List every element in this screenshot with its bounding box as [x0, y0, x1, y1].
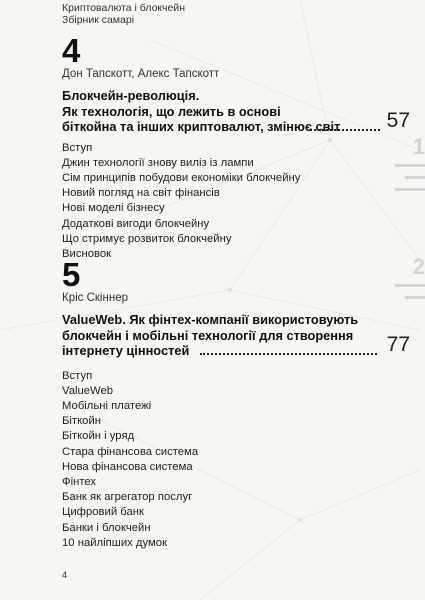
- chapter-title: [62, 312, 410, 359]
- section-item: Цифровий банк: [62, 506, 144, 519]
- section-item: Нові моделі бізнесу: [62, 202, 165, 215]
- chapter-title-line: блокчейн і мобільні технології для створення: [62, 327, 354, 343]
- section-item: Вступ: [62, 141, 93, 154]
- page-number: 77: [386, 333, 410, 356]
- section-item: Вступ: [62, 369, 93, 382]
- page-number: 57: [386, 109, 410, 132]
- chapter-5-entry: [62, 258, 410, 551]
- section-item: 10 найліпших думок: [62, 536, 168, 549]
- chapter-title-line: Як технологія, що лежить в основі: [62, 103, 281, 119]
- chapter-title-line: Блокчейн-революція.: [62, 88, 200, 103]
- running-head-title: Криптовалюта і блокчейн: [62, 2, 186, 14]
- chapter-title-line: ValueWeb. Як фінтех-компанії використовують: [62, 312, 359, 327]
- section-item: Висновок: [62, 247, 112, 260]
- chapter-authors: Дон Тапскотт, Алекс Тапскотт: [62, 68, 220, 80]
- section-list: [62, 369, 410, 551]
- running-head: [62, 2, 185, 26]
- section-item: Додаткові вигоди блокчейну: [62, 217, 210, 230]
- section-list: [62, 141, 410, 263]
- chapter-4-entry: [62, 34, 410, 262]
- section-item: Джин технології знову вилiз із лампи: [62, 156, 254, 169]
- section-item: Фінтех: [62, 475, 97, 488]
- section-item: Що стримує розвиток блокчейну: [62, 232, 232, 245]
- chapter-authors: Кріс Скіннер: [62, 292, 128, 304]
- running-head-subtitle: Збірник самарі: [62, 14, 135, 26]
- section-item: Банки і блокчейн: [62, 521, 151, 534]
- chapter-title-line: інтернету цінностей: [62, 343, 190, 358]
- section-item: Стара фінансова система: [62, 445, 199, 458]
- chapter-title-line: біткойна та інших криптовалют, змінює світ: [62, 119, 341, 134]
- section-item: Новий погляд на світ фінансів: [62, 187, 220, 200]
- chapter-number: 4: [62, 32, 81, 69]
- section-item: Нова фінансова система: [62, 460, 193, 473]
- section-item: Біткойн і уряд: [62, 430, 135, 443]
- folio-page-number: 4: [62, 570, 68, 580]
- section-item: ValueWeb: [62, 384, 114, 397]
- section-item: Мобільні платежі: [62, 399, 152, 412]
- leader-dots: [310, 129, 380, 131]
- section-item: Банк як агрегатор послуг: [62, 491, 193, 504]
- section-item: Біткойн: [62, 415, 101, 428]
- leader-dots: [200, 353, 377, 355]
- chapter-number: 5: [62, 256, 81, 293]
- chapter-title: [62, 88, 410, 135]
- facing-page-bleed-through: 1 ▬▬▬ ▬▬ ▬▬▬ 2 ▬▬▬ ▬▬: [395, 134, 425, 302]
- section-item: Сім принципів побудови економіки блокчейну: [62, 171, 301, 184]
